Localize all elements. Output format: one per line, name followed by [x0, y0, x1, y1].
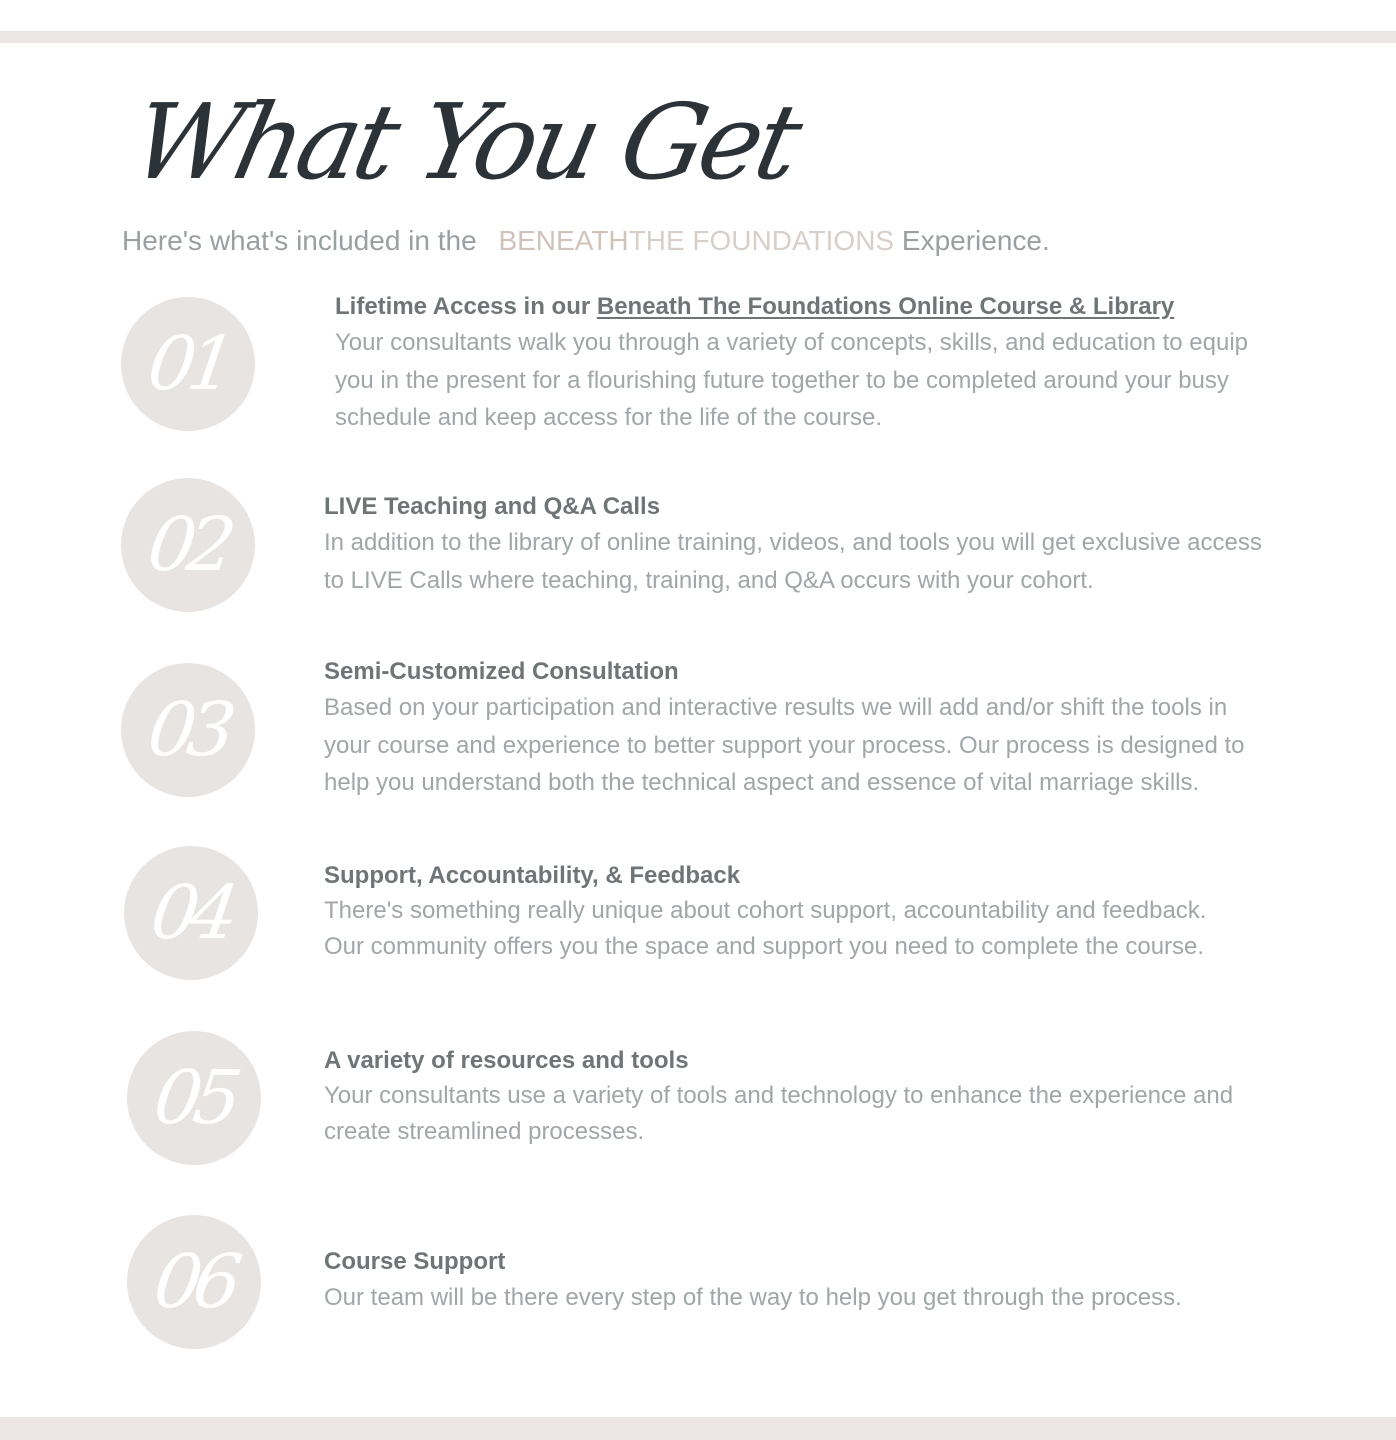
bottom-divider-band	[0, 1417, 1396, 1440]
feature-description: Your consultants use a variety of tools and technology to enhance the experience and create streamlined processes.	[324, 1082, 1234, 1145]
step-number-badge	[127, 1031, 261, 1165]
step-number-badge	[127, 1215, 261, 1349]
feature-item	[324, 859, 1234, 965]
subtitle-suffix: Experience.	[901, 225, 1050, 256]
feature-item	[335, 290, 1260, 437]
page-subtitle	[122, 221, 1272, 261]
course-library-link[interactable]: Beneath The Foundations Online Course & Library	[596, 293, 1175, 320]
page-title: What You Get	[122, 81, 808, 203]
feature-title: Course Support	[324, 1248, 506, 1275]
feature-title: Semi-Customized Consultation	[324, 658, 679, 685]
feature-item	[324, 490, 1264, 599]
feature-title: A variety of resources and tools	[324, 1047, 689, 1074]
feature-title-prefix: Lifetime Access in our	[335, 293, 591, 320]
step-number-badge	[121, 663, 255, 797]
feature-description: Based on your participation and interactive results we will add and/or shift the tools in your course and experience to better support your process. Our process is designed to help you understand both the technical aspect and essence of vital marriage skills.	[324, 694, 1245, 796]
step-number: 02	[142, 502, 234, 588]
feature-title: LIVE Teaching and Q&A Calls	[324, 493, 661, 520]
feature-description: Your consultants walk you through a variety of concepts, skills, and education to equip you in the present for a flourishing future together to be completed around your busy schedule and keep access for the life of the course.	[335, 329, 1248, 431]
step-number: 05	[148, 1055, 240, 1141]
feature-item	[324, 1044, 1244, 1150]
step-number-badge	[121, 297, 255, 431]
feature-description: There's something really unique about cohort support, accountability and feedback. Our community offers you the space and support you need to complete the course.	[324, 897, 1207, 960]
feature-item	[324, 655, 1254, 802]
feature-item	[324, 1245, 1264, 1317]
feature-description: In addition to the library of online training, videos, and tools you will get exclusive access to LIVE Calls where teaching, training, and Q&A occurs with your cohort.	[324, 529, 1262, 594]
feature-title	[335, 290, 1260, 324]
brand-name-beneath: BENEATH	[498, 225, 629, 256]
subtitle-prefix: Here's what's included in the	[122, 225, 477, 256]
brand-name-foundations: THE FOUNDATIONS	[628, 225, 895, 256]
step-number: 03	[142, 687, 234, 773]
step-number: 04	[145, 870, 237, 956]
feature-title: Support, Accountability, & Feedback	[324, 862, 741, 889]
step-number-badge	[124, 846, 258, 980]
step-number: 01	[142, 321, 234, 407]
feature-description: Our team will be there every step of the way to help you get through the process.	[324, 1284, 1182, 1311]
top-divider-band	[0, 31, 1396, 43]
step-number-badge	[121, 478, 255, 612]
step-number: 06	[148, 1239, 240, 1325]
